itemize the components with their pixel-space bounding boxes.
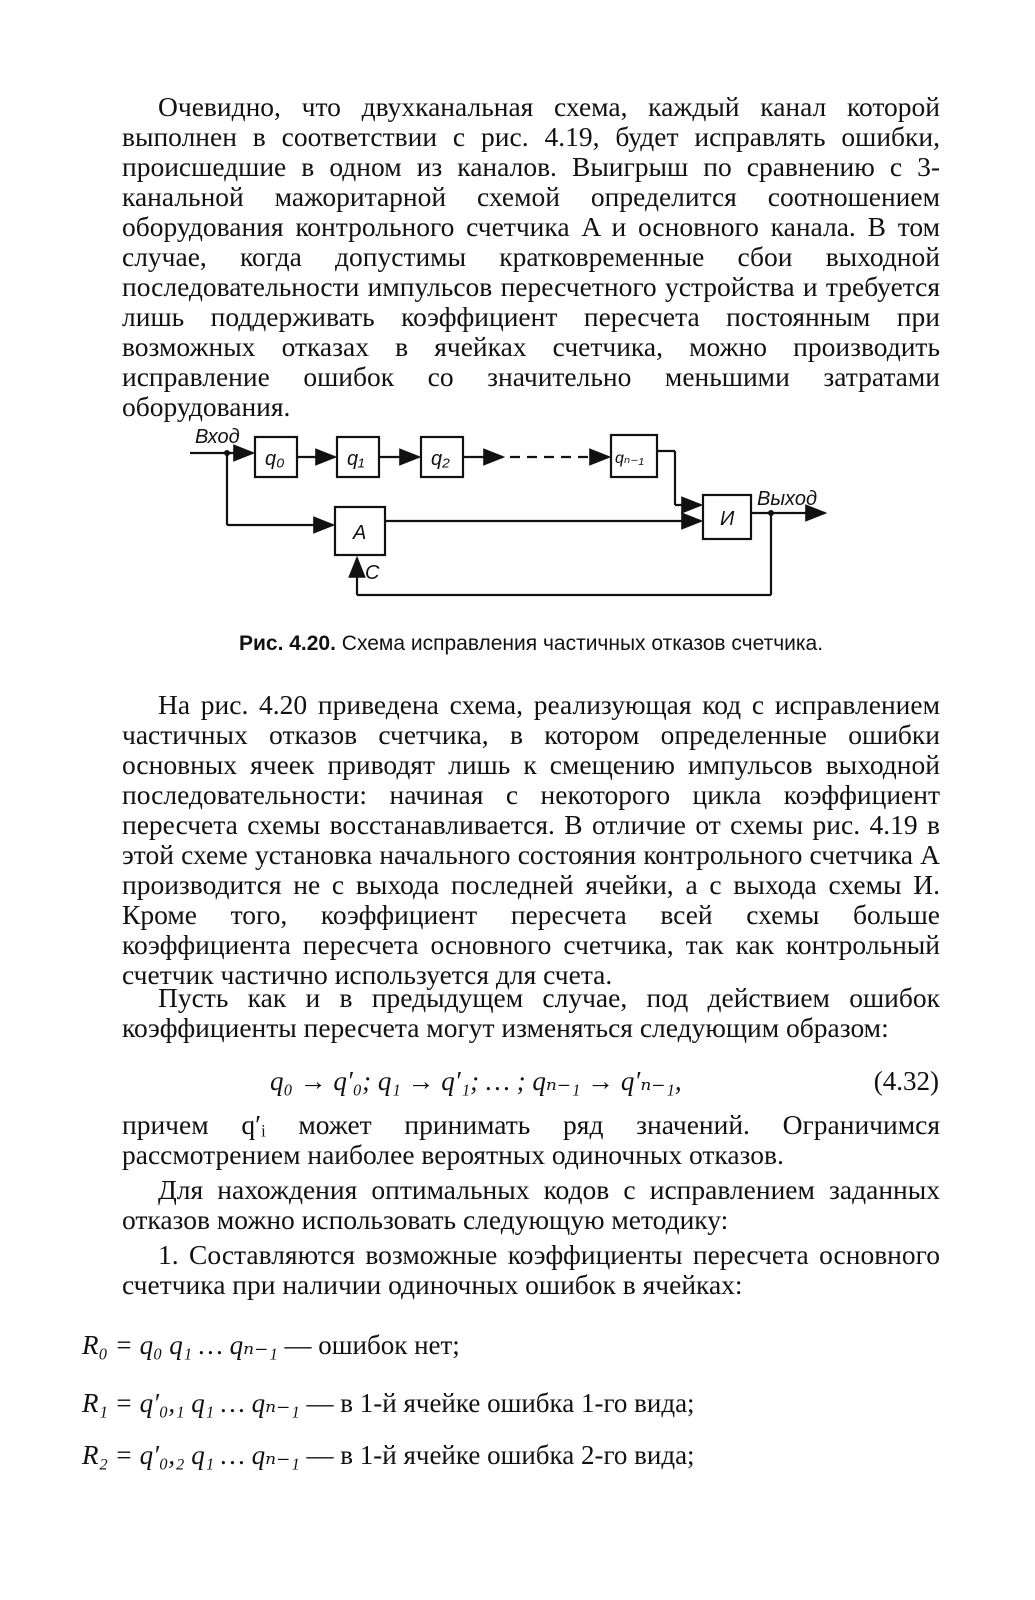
input-label: Вход — [195, 426, 240, 448]
paragraph-description — [122, 690, 940, 990]
label-q1: q₁ — [347, 448, 365, 470]
label-qn-1: qₙ₋₁ — [615, 450, 644, 467]
paragraph-errors — [122, 983, 940, 1043]
paragraph-step1 — [122, 1240, 940, 1300]
label-A: A — [353, 522, 367, 544]
label-C: C — [365, 562, 380, 584]
paragraph-intro — [122, 92, 940, 422]
formula-r2-math: R₂ = q′₀,₂ q₁ … qₙ₋₁ — [82, 1440, 300, 1470]
formula-r0 — [82, 1330, 460, 1361]
figure-caption — [122, 632, 940, 656]
output-label: Выход — [757, 488, 818, 510]
formula-r1 — [82, 1388, 695, 1419]
paragraph-method-text: Для нахождения оптимальных кодов с исправлением заданных отказов можно использовать следующую методику: — [122, 1174, 940, 1235]
formula-r0-text: — ошибок нет; — [277, 1330, 460, 1360]
paragraph-method — [122, 1175, 940, 1235]
caption-text: Схема исправления частичных отказов счетчика. — [341, 632, 824, 655]
formula-r2-text: — в 1-й ячейке ошибка 2-го вида; — [299, 1440, 695, 1470]
equation: q₀ → q′₀; q₁ → q′₁; … ; qₙ₋₁ → q′ₙ₋₁, — [270, 1066, 682, 1096]
caption-number: Рис. 4.20. — [238, 632, 336, 655]
formula-r1-text: — в 1-й ячейке ошибка 1-го вида; — [299, 1388, 695, 1418]
label-q0: q₀ — [265, 448, 285, 470]
paragraph-errors-text: Пусть как и в предыдущем случае, под действием ошибок коэффициенты пересчета могут изменяться следующим образом: — [122, 982, 940, 1043]
label-q2: q₂ — [431, 448, 450, 470]
formula-r2 — [82, 1440, 695, 1471]
paragraph-description-text: На рис. 4.20 приведена схема, реализующая код с исправлением частичных отказов счетчика, в котором определенные ошибки основных ячеек приводят лишь к смещению импульсов выходной последовательности: начиная с некоторого цикла коэффициент пересчета схемы восстанавливается. В отличие от схемы рис. 4.19 в этой схеме установка начального состояния контрольного счетчика A производится не с выхода последней ячейки, а с выхода схемы И. Кроме того, коэффициент пересчета всей схемы больше коэффициента пересчета основного счетчика, так как контрольный счетчик частично используется для счета. — [122, 689, 940, 990]
paragraph-step1-text: 1. Составляются возможные коэффициенты пересчета основного счетчика при наличии одиночных ошибок в ячейках: — [122, 1239, 940, 1300]
equation-number: (4.32) — [873, 1066, 939, 1096]
formula-r1-math: R₁ = q′₀,₁ q₁ … qₙ₋₁ — [82, 1388, 300, 1418]
paragraph-intro-text: Очевидно, что двухканальная схема, каждый канал которой выполнен в соответствии с рис. 4.19, будет исправлять ошибки, происшедшие в одном из каналов. Выигрыш по сравнению с 3-канальной мажоритарной схемой определится соотношением оборудования контрольного счетчика A и основного канала. В том случае, когда допустимы кратковременные сбои выходной последовательности импульсов пересчетного устройства и требуется лишь поддерживать коэффициент пересчета постоянным при возможных отказах в ячейках счетчика, можно производить исправление ошибок со значительно меньшими затратами оборудования. — [122, 91, 940, 422]
paragraph-values — [122, 1110, 940, 1170]
label-and: И — [720, 508, 735, 530]
formula-r0-math: R₀ = q₀ q₁ … qₙ₋₁ — [82, 1330, 278, 1360]
figure-counter-circuit — [185, 415, 845, 615]
paragraph-values-text: причем q′ᵢ может принимать ряд значений. Ограничимся рассмотрением наиболее вероятных одиночных отказов. — [122, 1109, 940, 1170]
